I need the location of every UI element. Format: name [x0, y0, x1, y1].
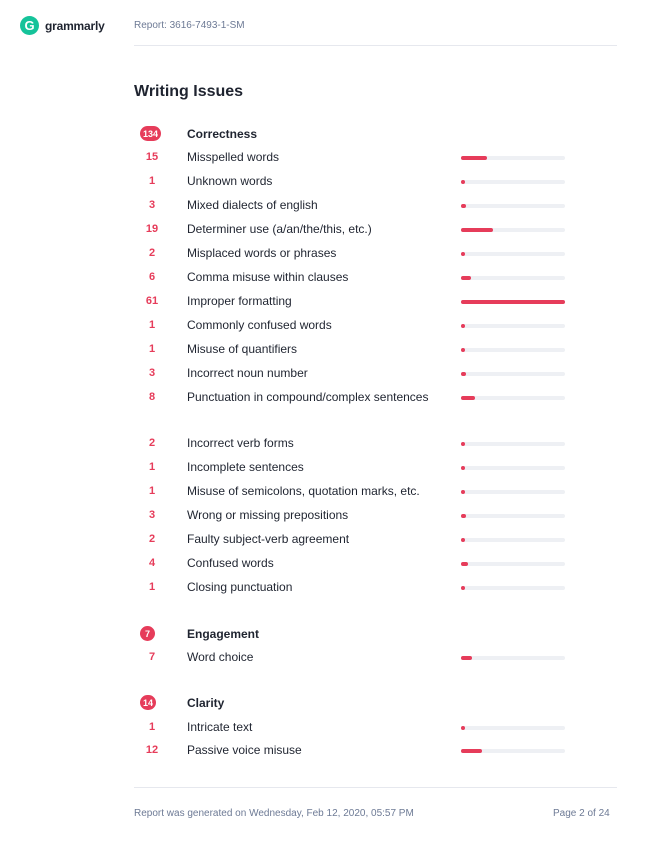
- issue-label: Unknown words: [187, 174, 273, 188]
- issue-bar-fill: [461, 656, 472, 660]
- issue-label: Misuse of semicolons, quotation marks, etc.: [187, 484, 420, 498]
- issue-label: Incorrect noun number: [187, 366, 308, 380]
- issue-bar-track: [461, 562, 565, 566]
- issue-bar-fill: [461, 300, 565, 304]
- category-title: Correctness: [187, 127, 258, 141]
- issue-bar-fill: [461, 156, 487, 160]
- issue-bar-track: [461, 228, 565, 232]
- category-count-badge: 7: [140, 626, 155, 641]
- issue-bar-fill: [461, 538, 465, 542]
- category-count-badge: 14: [140, 695, 156, 710]
- issue-count: 2: [148, 533, 156, 545]
- grammarly-logo: [20, 16, 105, 35]
- issue-label: Comma misuse within clauses: [187, 270, 349, 284]
- issue-count: 7: [148, 651, 156, 663]
- issue-count: 1: [148, 343, 156, 355]
- issue-label: Misplaced words or phrases: [187, 246, 337, 260]
- issue-bar-track: [461, 180, 565, 184]
- grammarly-logo-icon: [20, 16, 39, 35]
- issue-bar-track: [461, 466, 565, 470]
- issue-bar-track: [461, 726, 565, 730]
- issue-label: Misuse of quantifiers: [187, 342, 298, 356]
- issue-bar-track: [461, 348, 565, 352]
- issue-count: 3: [148, 367, 156, 379]
- issue-label: Misspelled words: [187, 150, 280, 164]
- issue-bar-fill: [461, 586, 465, 590]
- issue-count: 3: [148, 199, 156, 211]
- issue-label: Punctuation in compound/complex sentences: [187, 390, 429, 404]
- issue-bar-track: [461, 324, 565, 328]
- issue-count: 2: [148, 437, 156, 449]
- issue-count: 15: [145, 151, 159, 163]
- issue-label: Incomplete sentences: [187, 460, 304, 474]
- issue-label: Confused words: [187, 556, 274, 570]
- issue-bar-fill: [461, 228, 493, 232]
- issue-bar-fill: [461, 726, 465, 730]
- issue-bar-fill: [461, 466, 465, 470]
- issue-bar-fill: [461, 348, 465, 352]
- issue-bar-fill: [461, 180, 465, 184]
- issue-bar-track: [461, 396, 565, 400]
- issue-count: 1: [148, 175, 156, 187]
- issue-label: Mixed dialects of english: [187, 198, 318, 212]
- report-id: Report: 3616-7493-1-SM: [134, 20, 245, 31]
- issue-count: 1: [148, 721, 156, 733]
- issue-bar-track: [461, 749, 565, 753]
- issue-bar-fill: [461, 204, 466, 208]
- issue-count: 19: [145, 223, 159, 235]
- issue-count: 1: [148, 461, 156, 473]
- issue-count: 4: [148, 557, 156, 569]
- issue-label: Passive voice misuse: [187, 743, 302, 757]
- issue-bar-track: [461, 276, 565, 280]
- issue-count: 12: [145, 744, 159, 756]
- header-divider: [134, 45, 617, 46]
- category-title: Clarity: [187, 696, 225, 710]
- issue-label: Faulty subject-verb agreement: [187, 532, 350, 546]
- issue-count: 2: [148, 247, 156, 259]
- logo-letter: G: [24, 18, 35, 33]
- report-header: [0, 0, 650, 48]
- issue-count: 6: [148, 271, 156, 283]
- issue-count: 1: [148, 319, 156, 331]
- issue-bar-track: [461, 156, 565, 160]
- issue-bar-fill: [461, 372, 466, 376]
- issue-bar-fill: [461, 490, 465, 494]
- page-title: Writing Issues: [134, 83, 244, 100]
- issue-label: Wrong or missing prepositions: [187, 508, 349, 522]
- issue-bar-track: [461, 656, 565, 660]
- issue-count: 3: [148, 509, 156, 521]
- issue-count: 1: [148, 485, 156, 497]
- category-count-badge: 134: [140, 126, 161, 141]
- issue-bar-fill: [461, 514, 466, 518]
- issue-label: Word choice: [187, 650, 254, 664]
- issue-bar-fill: [461, 324, 465, 328]
- issue-bar-track: [461, 538, 565, 542]
- issue-label: Determiner use (a/an/the/this, etc.): [187, 222, 372, 236]
- issue-label: Commonly confused words: [187, 318, 332, 332]
- issue-bar-track: [461, 442, 565, 446]
- issue-label: Closing punctuation: [187, 580, 293, 594]
- issue-count: 61: [145, 295, 159, 307]
- issue-bar-track: [461, 372, 565, 376]
- issue-bar-fill: [461, 396, 475, 400]
- issue-bar-fill: [461, 749, 482, 753]
- brand-name: grammarly: [45, 18, 105, 33]
- issue-bar-fill: [461, 252, 465, 256]
- issue-bar-fill: [461, 442, 465, 446]
- issue-bar-track: [461, 514, 565, 518]
- footer-divider: [134, 787, 617, 788]
- issue-bar-fill: [461, 562, 468, 566]
- issue-count: 8: [148, 391, 156, 403]
- issue-bar-track: [461, 300, 565, 304]
- issue-label: Incorrect verb forms: [187, 436, 294, 450]
- category-title: Engagement: [187, 627, 260, 641]
- issue-label: Improper formatting: [187, 294, 292, 308]
- issue-label: Intricate text: [187, 720, 253, 734]
- issue-bar-track: [461, 252, 565, 256]
- issue-bar-fill: [461, 276, 471, 280]
- issue-bar-track: [461, 586, 565, 590]
- generated-timestamp: Report was generated on Wednesday, Feb 12, 2020, 05:57 PM: [134, 808, 414, 819]
- issue-count: 1: [148, 581, 156, 593]
- issue-bar-track: [461, 490, 565, 494]
- page-number: Page 2 of 24: [553, 808, 610, 819]
- issue-bar-track: [461, 204, 565, 208]
